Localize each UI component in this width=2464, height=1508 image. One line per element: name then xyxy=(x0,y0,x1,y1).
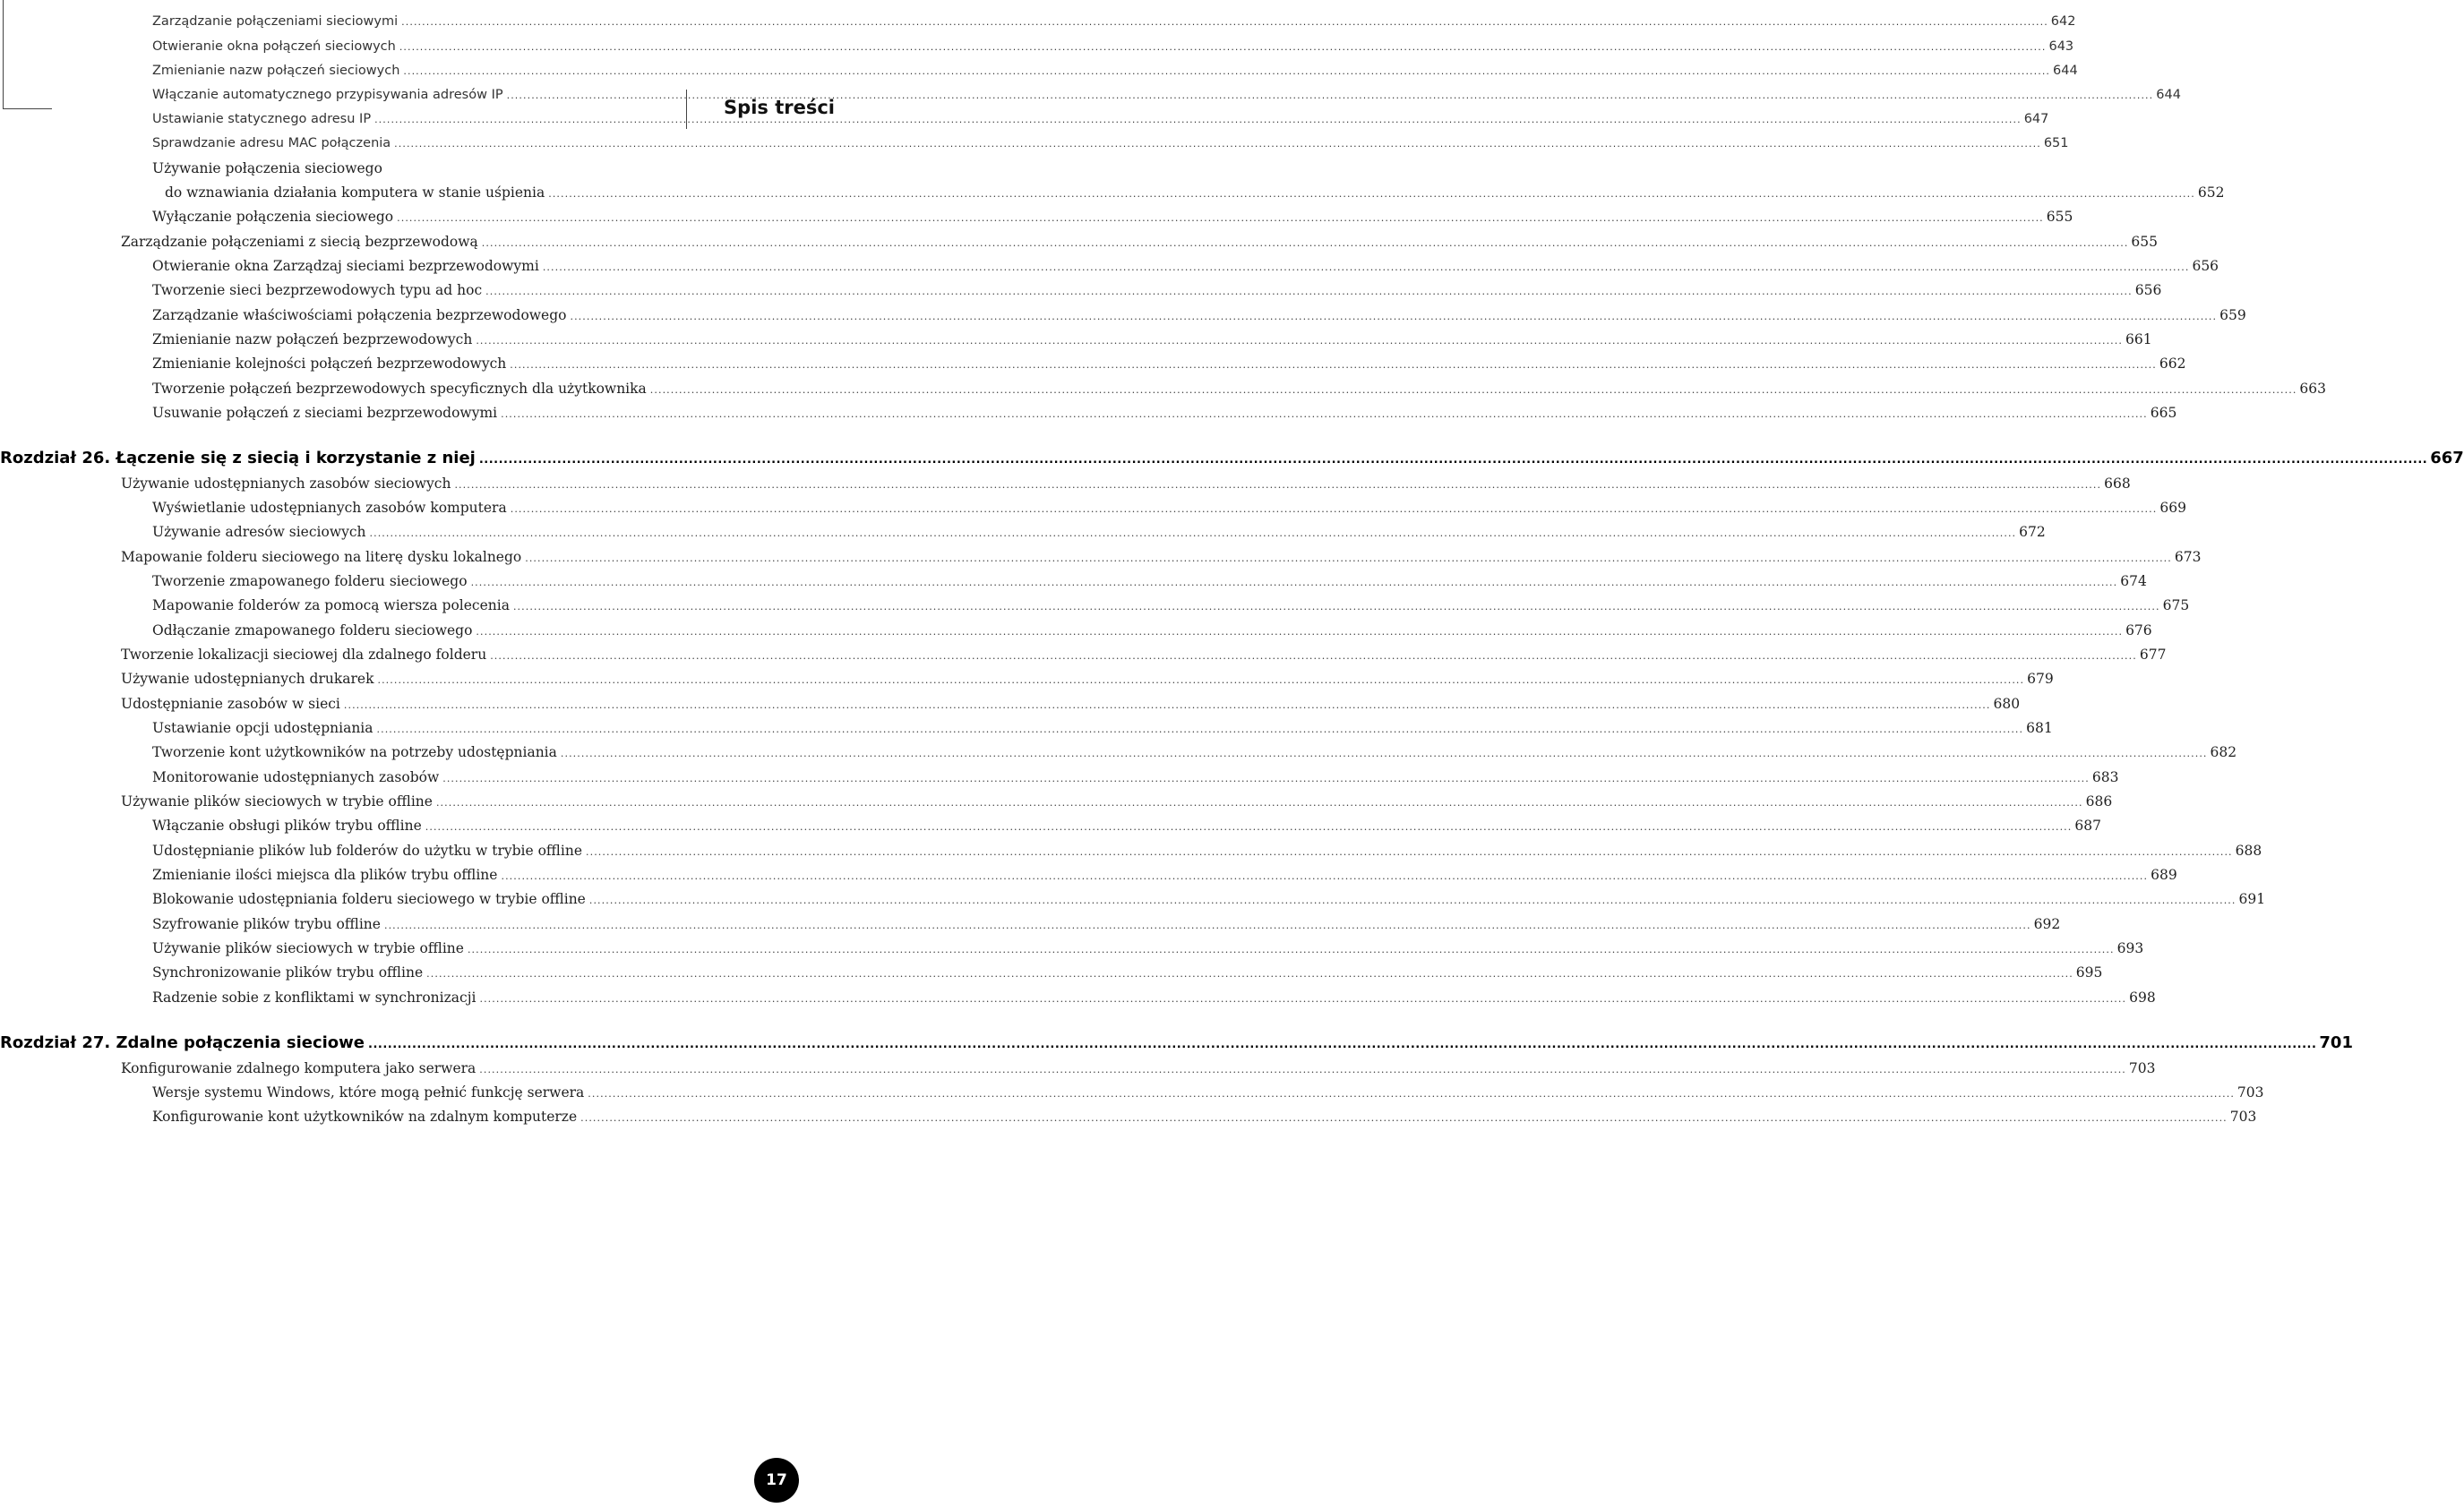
toc-page-number: 681 xyxy=(2026,720,2053,736)
toc-page-number: 675 xyxy=(2162,597,2190,613)
toc-entry xyxy=(152,519,2046,544)
toc-page-number: 656 xyxy=(2134,282,2162,298)
toc-entry-title: Konfigurowanie zdalnego komputera jako serwera xyxy=(121,1060,476,1076)
toc-entry-title: Zmienianie ilości miejsca dla plików trybu offline xyxy=(152,867,498,883)
toc-leader-dots: ................................................................................................................................................................................................................................................................................................................................................................................................................ xyxy=(479,993,2127,1005)
toc-page-number: 692 xyxy=(2033,916,2061,932)
toc-entry xyxy=(152,838,2262,863)
toc-entry-title: Usuwanie połączeń z sieciami bezprzewodowymi xyxy=(152,405,498,421)
toc-entry-title: Rozdział 27. Zdalne połączenia sieciowe xyxy=(0,1033,365,1052)
toc-page-number: 643 xyxy=(2048,39,2074,54)
toc-entry-title: Wersje systemu Windows, które mogą pełnić funkcję serwera xyxy=(152,1084,585,1101)
toc-entry-title: Tworzenie połączeń bezprzewodowych specyficznych dla użytkownika xyxy=(152,381,647,397)
toc-page-number: 677 xyxy=(2139,647,2167,663)
toc-entry xyxy=(152,936,2144,961)
toc-leader-dots: ................................................................................................................................................................................................................................................................................................................................................................................................................ xyxy=(442,773,2090,784)
toc-leader-dots: ................................................................................................................................................................................................................................................................................................................................................................................................................ xyxy=(512,601,2160,613)
toc-page-number: 652 xyxy=(2197,184,2225,201)
toc-leader-dots: ................................................................................................................................................................................................................................................................................................................................................................................................................ xyxy=(588,895,2236,906)
toc-page-number: 698 xyxy=(2129,990,2156,1006)
toc-page-number: 686 xyxy=(2085,793,2113,810)
toc-entry xyxy=(152,303,2246,328)
toc-entry-title: Otwieranie okna połączeń sieciowych xyxy=(152,39,396,54)
toc-entry xyxy=(121,229,2159,254)
toc-entry-title: Synchronizowanie plików trybu offline xyxy=(152,964,424,981)
toc-entry-title: Używanie plików sieciowych w trybie offline xyxy=(121,793,433,810)
toc-entry-title: Tworzenie zmapowanego folderu sieciowego xyxy=(152,573,468,589)
toc-leader-dots: ................................................................................................................................................................................................................................................................................................................................................................................................................ xyxy=(548,188,2195,200)
toc-entry-title: Wyłączanie połączenia sieciowego xyxy=(152,209,394,225)
toc-leader-dots: ................................................................................................................................................................................................................................................................................................................................................................................................................ xyxy=(560,748,2208,759)
toc-entry-title: Udostępnianie zasobów w sieci xyxy=(121,696,340,712)
toc-entry-title: Odłączanie zmapowanego folderu sieciowego xyxy=(152,622,473,638)
toc-leader-dots: ................................................................................................................................................................................................................................................................................................................................................................................................................ xyxy=(501,870,2149,882)
toc-page-number: 673 xyxy=(2174,549,2202,565)
toc-page-number: 655 xyxy=(2046,209,2073,225)
toc-entry-title: Rozdział 26. Łączenie się z siecią i korzystanie z niej xyxy=(0,449,476,467)
toc-entry xyxy=(152,593,2190,618)
toc-entry-title: Szyfrowanie plików trybu offline xyxy=(152,916,381,932)
toc-entry xyxy=(152,985,2156,1010)
toc-entry-title: Tworzenie lokalizacji sieciowej dla zdalnego folderu xyxy=(121,647,487,663)
toc-entry xyxy=(152,278,2162,303)
toc-entry-title: Mapowanie folderów za pomocą wiersza polecenia xyxy=(152,597,510,613)
toc-leader-dots: ................................................................................................................................................................................................................................................................................................................................................................................................................ xyxy=(397,212,2044,224)
toc-leader-dots: ................................................................................................................................................................................................................................................................................................................................................................................................................ xyxy=(403,65,2051,77)
toc-entry xyxy=(152,131,2069,156)
toc-leader-dots: ................................................................................................................................................................................................................................................................................................................................................................................................................ xyxy=(490,650,2137,662)
toc-entry xyxy=(152,58,2078,83)
toc-entry-title: Tworzenie kont użytkowników na potrzeby udostępniania xyxy=(152,744,557,760)
toc-entry-title: Zarządzanie połączeniami z siecią bezprzewodową xyxy=(121,234,478,250)
toc-leader-dots: ................................................................................................................................................................................................................................................................................................................................................................................................................ xyxy=(506,90,2154,101)
toc-page-number: 656 xyxy=(2192,258,2219,274)
toc-entry xyxy=(152,9,2076,34)
toc-page-number: 679 xyxy=(2027,671,2054,687)
toc-leader-dots: ................................................................................................................................................................................................................................................................................................................................................................................................................ xyxy=(510,503,2158,515)
toc-page-number: 691 xyxy=(2238,891,2266,907)
toc-leader-dots: ................................................................................................................................................................................................................................................................................................................................................................................................................ xyxy=(454,479,2102,491)
toc-entry-title: do wznawiania działania komputera w stanie uśpienia xyxy=(165,184,545,201)
toc-leader-dots: ................................................................................................................................................................................................................................................................................................................................................................................................................ xyxy=(476,626,2124,638)
toc-leader-dots: ................................................................................................................................................................................................................................................................................................................................................................................................................ xyxy=(383,920,2031,931)
toc-leader-dots: ................................................................................................................................................................................................................................................................................................................................................................................................................ xyxy=(470,577,2118,588)
toc-entry-title: Radzenie sobie z konfliktami w synchronizacji xyxy=(152,990,476,1006)
toc-leader-dots: ................................................................................................................................................................................................................................................................................................................................................................................................................ xyxy=(588,1088,2235,1100)
toc-leader-dots: ................................................................................................................................................................................................................................................................................................................................................................................................................ xyxy=(376,724,2024,735)
toc-leader-dots: ................................................................................................................................................................................................................................................................................................................................................................................................................ xyxy=(401,16,2048,28)
toc-page-number: 683 xyxy=(2091,769,2119,785)
toc-entry xyxy=(121,789,2113,814)
toc-page-number: 668 xyxy=(2104,476,2131,492)
toc-leader-dots: ................................................................................................................................................................................................................................................................................................................................................................................................................ xyxy=(377,674,2025,686)
toc-leader-dots: ................................................................................................................................................................................................................................................................................................................................................................................................................ xyxy=(501,408,2148,420)
toc-leader-dots: ................................................................................................................................................................................................................................................................................................................................................................................................................ xyxy=(368,1038,2317,1051)
toc-entry-title: Zarządzanie właściwościami połączenia bezprzewodowego xyxy=(152,307,567,323)
toc-leader-dots: ................................................................................................................................................................................................................................................................................................................................................................................................................ xyxy=(343,699,1991,711)
toc-entry-title: Zmienianie nazw połączeń sieciowych xyxy=(152,64,400,78)
toc-page-number: 687 xyxy=(2074,818,2101,834)
toc-page-number: 674 xyxy=(2120,573,2147,589)
toc-page-number: 665 xyxy=(2150,405,2177,421)
toc-entry-title: Używanie udostępnianych drukarek xyxy=(121,671,374,687)
toc-entry xyxy=(152,156,382,181)
toc-page-number: 703 xyxy=(2229,1109,2257,1125)
toc-leader-dots: ................................................................................................................................................................................................................................................................................................................................................................................................................ xyxy=(542,261,2190,273)
page-margin-line xyxy=(3,0,4,109)
toc-leader-dots: ................................................................................................................................................................................................................................................................................................................................................................................................................ xyxy=(485,286,2133,297)
toc-page-number: 680 xyxy=(1993,696,2021,712)
toc-entry xyxy=(121,666,2054,691)
toc-chapter-entry xyxy=(0,446,2464,471)
toc-entry xyxy=(152,813,2101,838)
toc-page-number: 642 xyxy=(2050,14,2076,29)
toc-leader-dots: ................................................................................................................................................................................................................................................................................................................................................................................................................ xyxy=(481,237,2129,249)
toc-leader-dots: ................................................................................................................................................................................................................................................................................................................................................................................................................ xyxy=(426,968,2073,980)
toc-page-number: 644 xyxy=(2156,88,2181,102)
toc-entry xyxy=(152,34,2074,59)
toc-entry-title: Ustawianie statycznego adresu IP xyxy=(152,112,372,126)
toc-leader-dots: ................................................................................................................................................................................................................................................................................................................................................................................................................ xyxy=(467,944,2115,955)
toc-entry-title: Blokowanie udostępniania folderu sieciowego w trybie offline xyxy=(152,891,586,907)
toc-page-number: 662 xyxy=(2159,356,2186,372)
toc-entry xyxy=(152,495,2186,520)
toc-entry xyxy=(121,691,2021,716)
toc-leader-dots: ................................................................................................................................................................................................................................................................................................................................................................................................................ xyxy=(580,1112,2228,1124)
toc-entry-title: Monitorowanie udostępnianych zasobów xyxy=(152,769,440,785)
toc-entry xyxy=(152,1104,2257,1129)
toc-entry xyxy=(152,887,2266,912)
toc-entry-title: Sprawdzanie adresu MAC połączenia xyxy=(152,136,391,150)
toc-leader-dots: ................................................................................................................................................................................................................................................................................................................................................................................................................ xyxy=(525,553,2172,564)
toc-leader-dots: ................................................................................................................................................................................................................................................................................................................................................................................................................ xyxy=(374,114,2022,125)
toc-entry xyxy=(121,1056,2156,1081)
toc-page-number: 661 xyxy=(2125,331,2152,347)
toc-entry-title: Używanie udostępnianych zasobów sieciowych xyxy=(121,476,451,492)
toc-entry xyxy=(152,376,2327,401)
toc-entry-title: Mapowanie folderu sieciowego na literę dysku lokalnego xyxy=(121,549,522,565)
toc-entry xyxy=(152,253,2219,278)
toc-leader-dots: ................................................................................................................................................................................................................................................................................................................................................................................................................ xyxy=(369,527,2017,539)
toc-entry xyxy=(152,204,2073,229)
toc-page-number: 689 xyxy=(2151,867,2177,883)
toc-page-number: 701 xyxy=(2319,1033,2353,1052)
toc-page-number: 688 xyxy=(2235,843,2262,859)
toc-entry xyxy=(121,642,2167,667)
toc-entry-title: Udostępnianie plików lub folderów do użytku w trybie offline xyxy=(152,843,583,859)
toc-leader-dots: ................................................................................................................................................................................................................................................................................................................................................................................................................ xyxy=(394,138,2041,150)
toc-leader-dots: ................................................................................................................................................................................................................................................................................................................................................................................................................ xyxy=(476,335,2123,347)
toc-entry xyxy=(121,471,2131,496)
toc-entry xyxy=(152,912,2061,937)
toc-entry-title: Używanie adresów sieciowych xyxy=(152,524,366,540)
toc-entry xyxy=(152,960,2103,985)
toc-entry-title: Zmienianie nazw połączeń bezprzewodowych xyxy=(152,331,473,347)
toc-entry xyxy=(152,618,2152,643)
toc-entry xyxy=(152,765,2119,790)
toc-page-number: 663 xyxy=(2299,381,2327,397)
toc-page-number: 669 xyxy=(2159,500,2186,516)
toc-entry-title: Konfigurowanie kont użytkowników na zdalnym komputerze xyxy=(152,1109,578,1125)
toc-leader-dots: ................................................................................................................................................................................................................................................................................................................................................................................................................ xyxy=(425,821,2073,833)
page-title: Spis treści xyxy=(724,97,835,118)
toc-page-number: 703 xyxy=(2128,1060,2156,1076)
toc-entry-title: Włączanie automatycznego przypisywania adresów IP xyxy=(152,88,503,102)
toc-entry xyxy=(152,1080,2264,1105)
toc-entry xyxy=(165,180,2225,205)
toc-page-number: 693 xyxy=(2116,940,2144,956)
toc-entry xyxy=(121,544,2202,570)
toc-entry xyxy=(152,862,2177,887)
toc-leader-dots: ................................................................................................................................................................................................................................................................................................................................................................................................................ xyxy=(479,1064,2126,1075)
toc-leader-dots: ................................................................................................................................................................................................................................................................................................................................................................................................................ xyxy=(478,453,2428,467)
toc-entry xyxy=(152,327,2152,352)
toc-leader-dots: ................................................................................................................................................................................................................................................................................................................................................................................................................ xyxy=(399,41,2047,53)
toc-page-number: 667 xyxy=(2430,449,2464,467)
toc-leader-dots: ................................................................................................................................................................................................................................................................................................................................................................................................................ xyxy=(586,846,2233,858)
page-number-badge: 17 xyxy=(754,1458,799,1503)
toc-entry-title: Wyświetlanie udostępnianych zasobów komputera xyxy=(152,500,507,516)
toc-entry xyxy=(152,82,2181,107)
toc-page-number: 682 xyxy=(2210,744,2237,760)
toc-page-number: 695 xyxy=(2075,964,2103,981)
toc-entry-title: Zarządzanie połączeniami sieciowymi xyxy=(152,14,399,29)
toc-entry-title: Zmienianie kolejności połączeń bezprzewodowych xyxy=(152,356,507,372)
toc-entry xyxy=(152,351,2186,376)
toc-page-number: 659 xyxy=(2219,307,2246,323)
toc-entry xyxy=(152,400,2177,425)
toc-entry xyxy=(152,715,2053,741)
toc-page-number: 651 xyxy=(2043,136,2069,150)
toc-page-number: 676 xyxy=(2125,622,2152,638)
toc-leader-dots: ................................................................................................................................................................................................................................................................................................................................................................................................................ xyxy=(435,797,2083,809)
toc-page-number: 644 xyxy=(2053,64,2078,78)
toc-entry-title: Ustawianie opcji udostępniania xyxy=(152,720,373,736)
toc-entry-title: Otwieranie okna Zarządzaj sieciami bezprzewodowymi xyxy=(152,258,539,274)
toc-page-number: 703 xyxy=(2236,1084,2264,1101)
toc-page-number: 647 xyxy=(2023,112,2049,126)
page-margin-line-foot xyxy=(3,108,52,109)
toc-entry xyxy=(152,740,2237,765)
toc-leader-dots: ................................................................................................................................................................................................................................................................................................................................................................................................................ xyxy=(570,311,2218,322)
toc-page-number: 672 xyxy=(2019,524,2046,540)
toc-entry-title: Włączanie obsługi plików trybu offline xyxy=(152,818,422,834)
toc-page-number: 655 xyxy=(2131,234,2159,250)
toc-entry xyxy=(152,569,2147,594)
toc-entry-title: Używanie połączenia sieciowego xyxy=(152,160,382,176)
toc-leader-dots: ................................................................................................................................................................................................................................................................................................................................................................................................................ xyxy=(649,384,2297,396)
toc-chapter-entry xyxy=(0,1031,2353,1056)
toc-leader-dots: ................................................................................................................................................................................................................................................................................................................................................................................................................ xyxy=(510,359,2157,371)
toc-entry-title: Używanie plików sieciowych w trybie offline xyxy=(152,940,464,956)
toc-entry-title: Tworzenie sieci bezprzewodowych typu ad hoc xyxy=(152,282,483,298)
